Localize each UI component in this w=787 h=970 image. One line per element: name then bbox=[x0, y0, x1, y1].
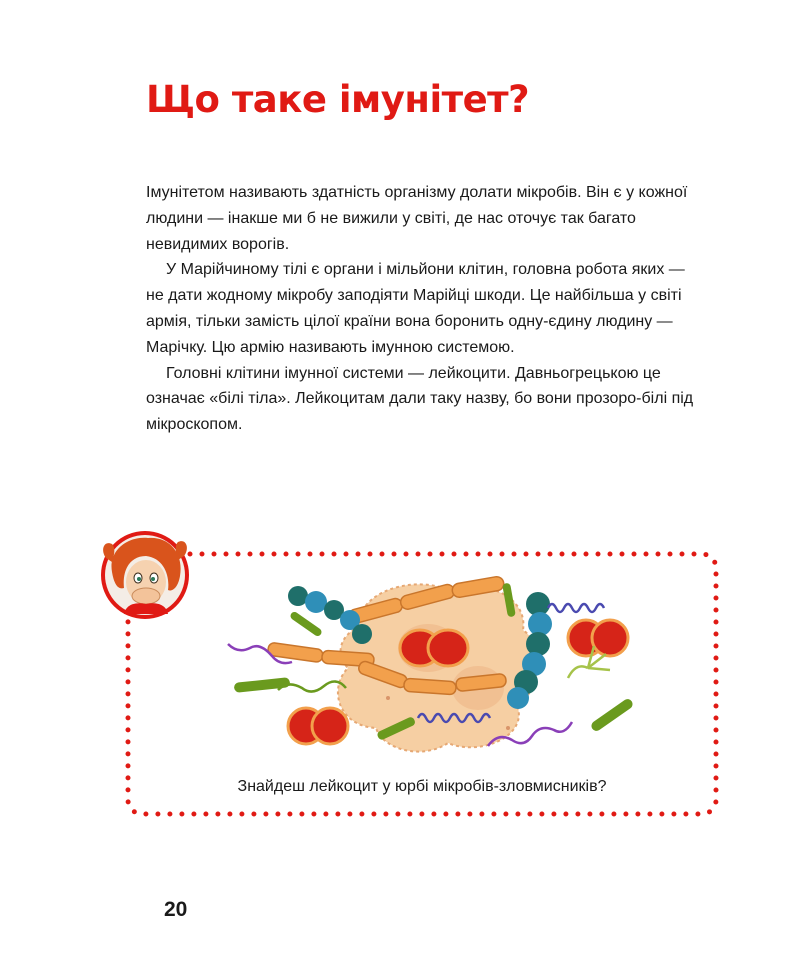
microbes-illustration bbox=[208, 568, 644, 760]
page-number: 20 bbox=[164, 898, 188, 921]
girl-avatar-icon bbox=[98, 528, 192, 622]
illustration-caption: Знайдеш лейкоцит у юрбі мікробів-зловмисників? bbox=[237, 778, 607, 795]
paragraph-3: Головні клітини імунної системи — лейкоцити. Давньогрецькою це означає «білі тіла». Лейкоцитам дали таку назву, бо вони прозоро-білі під мікроскопом. bbox=[146, 364, 694, 434]
paragraph-2: У Марійчиному тілі є органи і мільйони клітин, головна робота яких — не дати жодному мікробу заподіяти Марійці шкоди. Це найбільша у світі армія, тільки замість цілої країни вона боронить одну-єдину людину — Марічку. Цю армію називають імунною системою. bbox=[146, 261, 685, 356]
page-title: Що таке імунітет? bbox=[146, 78, 530, 121]
body-text bbox=[146, 180, 706, 438]
paragraph-1: Імунітетом називають здатність організму долати мікробів. Він є у кожної людини — інакше ми б не вижили у світі, де нас оточує так багато невидимих ворогів. bbox=[146, 184, 688, 253]
